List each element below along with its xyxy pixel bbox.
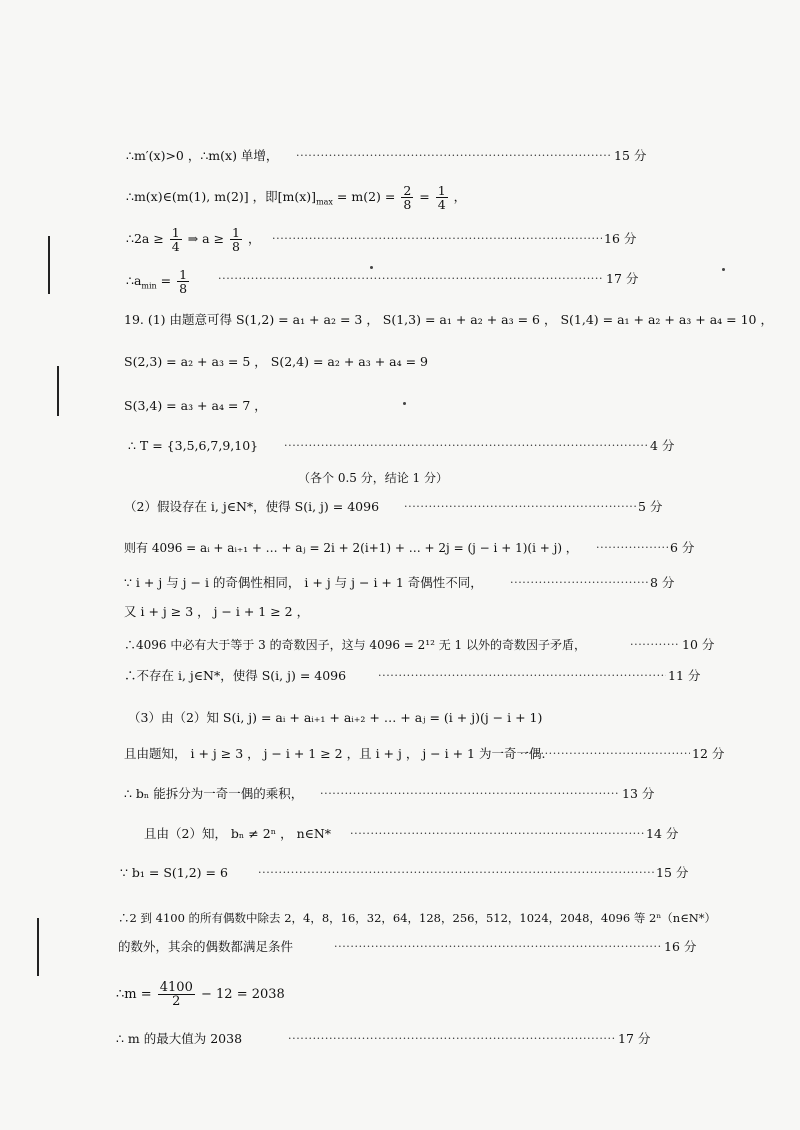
q19-part2-line2: 则有 4096 = aᵢ + aᵢ₊₁ + … + aⱼ = 2i + 2(i+1) + … + 2j = (j − i + 1)(i + j) ， [124,541,578,555]
q19-part1-line3: S(3,4) = a₃ + a₄ = 7 ， [124,398,267,413]
step-score: 8 分 [650,575,675,590]
q19-part1-scoring-note: （各个 0.5 分，结论 1 分） [298,471,448,485]
dot-leader [218,270,604,288]
q19-part3-line9: ∴ m 的最大值为 2038 [116,1031,243,1046]
fraction: $\frac{1}{8}$ [232,225,240,254]
dot-leader [288,1030,616,1048]
scan-margin-mark [48,236,50,294]
step-line-1: ∴m′(x)>0 ，∴m(x) 单增， [126,148,279,163]
step-line-4: $\therefore a_{min}$ = $\frac{1}{8}$ [126,267,188,296]
step-score: 15 分 [614,148,647,163]
fraction: $\frac{1}{8}$ [179,267,188,296]
dot-leader [258,864,654,882]
q19-part2-line4: 又 i + j ≥ 3 ， j − i + 1 ≥ 2 ， [124,604,310,619]
step-score: 14 分 [646,826,679,841]
q19-part3-line4: 且由（2）知， bₙ ≠ 2ⁿ ， n∈N* [144,826,332,841]
step-score: 17 分 [606,271,639,286]
dot-leader [596,539,668,557]
step-score: 6 分 [670,540,695,555]
step-score: 16 分 [664,939,697,954]
q19-part1-conclusion: ∴ T = {3,5,6,7,9,10} [128,438,259,453]
q19-part1-line2: S(2,3) = a₂ + a₃ = 5 ， S(2,4) = a₂ + a₃ + a₄ = 9 [124,354,429,369]
dot-leader [296,147,612,165]
scan-speck [370,266,373,269]
step-score: 11 分 [668,668,701,683]
step-score: 5 分 [638,499,663,514]
step-line-2: ∴m(x)∈(m(1), m(2)] ，即$[m(x)]_{max} = m(2)$ = $\frac{2}{8}$ = $\frac{1}{4}$ ， [126,183,467,212]
dot-leader [378,667,666,685]
dot-leader [520,745,690,763]
step-line-3: ∴2a ≥ $\frac{1}{4}$ ⇒ a ≥ $\frac{1}{8}$ ， [126,225,261,254]
q19-part3-line5: ∵ b₁ = S(1,2) = 6 [120,865,228,880]
dot-leader [320,785,620,803]
fraction: $\frac{1}{4}$ [437,183,446,212]
dot-leader [284,437,648,455]
q19-part2-line6: ∴不存在 i, j∈N*，使得 S(i, j) = 4096 [124,668,347,683]
dot-leader [404,498,636,516]
q19-part3-line2: 且由题知， i + j ≥ 3 ， j − i + 1 ≥ 2 ，且 i + j ， j − i + 1 为一奇一偶. [124,746,546,761]
dot-leader [510,574,648,592]
fraction: $\frac{4100}{2}$ [159,980,193,1009]
dot-leader [630,636,680,654]
scan-margin-mark [57,366,59,416]
q19-part3-line8: ∴m = $\frac{4100}{2}$ − 12 = 2038 [116,980,285,1009]
q19-part3-line6: ∴2 到 4100 的所有偶数中除去 2，4，8，16，32，64，128，256，512，1024，2048，4096 等 2ⁿ（n∈N*） [118,911,717,925]
step-score: 17 分 [618,1031,651,1046]
step-score: 16 分 [604,231,637,246]
fraction: $\frac{1}{4}$ [171,225,180,254]
q19-part2-line1: （2）假设存在 i, j∈N*，使得 S(i, j) = 4096 [124,499,380,514]
dot-leader [334,938,662,956]
dot-leader [272,230,602,248]
q19-part2-line3: ∵ i + j 与 j − i 的奇偶性相同， i + j 与 j − i + 1 奇偶性不同， [124,575,483,590]
step-score: 12 分 [692,746,725,761]
scan-speck [722,268,725,271]
scan-margin-mark [37,918,39,976]
scan-speck [403,402,406,405]
step-score: 4 分 [650,438,675,453]
step-score: 13 分 [622,786,655,801]
q19-part3-line3: ∴ bₙ 能拆分为一奇一偶的乘积， [124,786,304,801]
fraction: $\frac{2}{8}$ [403,183,412,212]
step-score: 10 分 [682,637,715,652]
q19-part2-line5: ∴4096 中必有大于等于 3 的奇数因子，这与 4096 = 2¹² 无 1 以外的奇数因子矛盾， [124,638,586,652]
dot-leader [350,825,644,843]
step-score: 15 分 [656,865,689,880]
q19-part1-line1: 19. (1) 由题意可得 S(1,2) = a₁ + a₂ = 3 ， S(1,3) = a₁ + a₂ + a₃ = 6 ， S(1,4) = a₁ + a₂ + a₃ + a₄ = 10 ， [124,312,773,327]
q19-part3-line7: 的数外，其余的偶数都满足条件 [118,939,294,954]
q19-part3-line1: （3）由（2）知 S(i, j) = aᵢ + aᵢ₊₁ + aᵢ₊₂ + … + aⱼ = (i + j)(j − i + 1) [128,710,543,725]
